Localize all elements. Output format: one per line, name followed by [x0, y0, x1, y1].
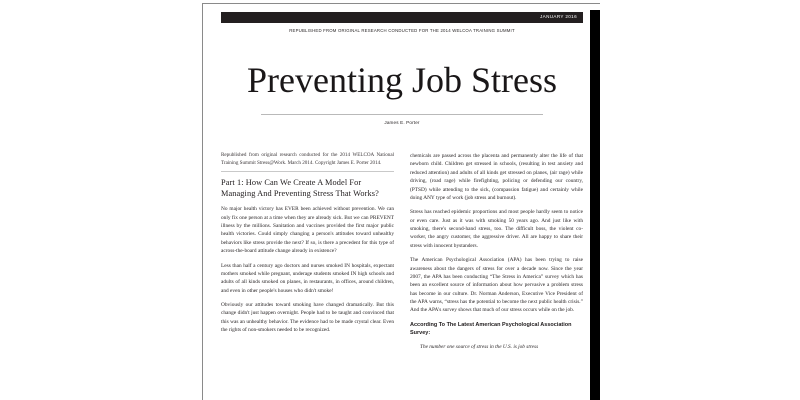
paragraph: Obviously our attitudes toward smoking have changed dramatically. But this change didn't just happen overnight. People had to be taught and convinced that this was an unhealthy behavior. The evidence had to be made crystal clear. Even the rights of non-smokers needed to be recognized. [221, 302, 394, 334]
page-spine-shadow [590, 10, 600, 400]
survey-finding-pullquote: The number one source of stress in the U.S. is job stress [420, 343, 539, 350]
document-page [202, 3, 600, 400]
subsection-heading-apa-survey: According To The Latest American Psychological Association Survey: [410, 321, 572, 336]
author-byline: James E. Porter [384, 120, 420, 125]
paragraph: Stress has reached epidemic proportions and most people hardly seem to notice or even care. Just as it was with smoking 50 years ago. And just like with smoking, there's second-hand stress, too. The difficult boss, the violent co-worker, the angry customer, the aggressive driver. All are happy to share their stress with innocent bystanders. [410, 209, 583, 249]
section-heading-part-1: Part 1: How Can We Create A Model For Managing And Preventing Stress That Works? [221, 177, 379, 198]
paragraph: The American Psychological Association (APA) has been trying to raise awareness about the dangers of stress for over a decade now. Since the year 2007, the APA has been conducting “The Stress in America” survey which has been an excellent source of information about how pervasive a problem stress has become in our culture. Dr. Norman Anderson, Executive Vice President of the APA warns, “stress has the potential to become the next public health crisis.” And the APA's survey shows that much of our stress occurs while on the job. [410, 257, 583, 314]
issue-date-label: JANUARY 2016 [540, 14, 577, 20]
headline-divider [261, 114, 543, 115]
article-body [221, 152, 583, 400]
republication-kicker: REPUBLISHED FROM ORIGINAL RESEARCH CONDUCTED FOR THE 2014 WELCOA TRAINING SUMMIT [289, 28, 515, 33]
source-note: Republished from original research conducted for the 2014 WELCOA National Training Summit Stress@Work. March 2014. Copyright James E. Porter 2014. [221, 152, 394, 166]
source-note-divider [221, 171, 394, 172]
left-column [221, 152, 394, 400]
paragraph: Less than half a century ago doctors and nurses smoked IN hospitals, expectant mothers smoked while pregnant, underage students smoked IN high schools and adults of all kinds smoked on planes, in restaurants, in offices, around children, and even in other people's houses who didn't smoke! [221, 262, 394, 294]
page-title: Preventing Job Stress [247, 60, 557, 101]
paragraph: No major health victory has EVER been achieved without prevention. We can only fix one person at a time when they are already sick. But we can PREVENT illness by the millions. Sanitation and vaccines provided the first major public health victories. Could simply changing a person's attitudes toward unhealthy behaviors like stress provide the next? If so, is there a precedent for this type of across-the-board attitude change already in existence? [221, 206, 394, 255]
masthead-bar [221, 12, 583, 23]
right-column [410, 152, 583, 400]
paragraph: chemicals are passed across the placenta and permanently alter the life of that newborn child. Children get stressed in schools, (resulting in test anxiety and reduced attention) and adults of all kinds get stressed on planes, (air rage) while driving, (road rage) while firefighting, policing or defending our country, (PTSD) while attending to the sick, (compassion fatigue) and certainly while doing ANY type of work (job stress and burnout). [410, 153, 583, 201]
